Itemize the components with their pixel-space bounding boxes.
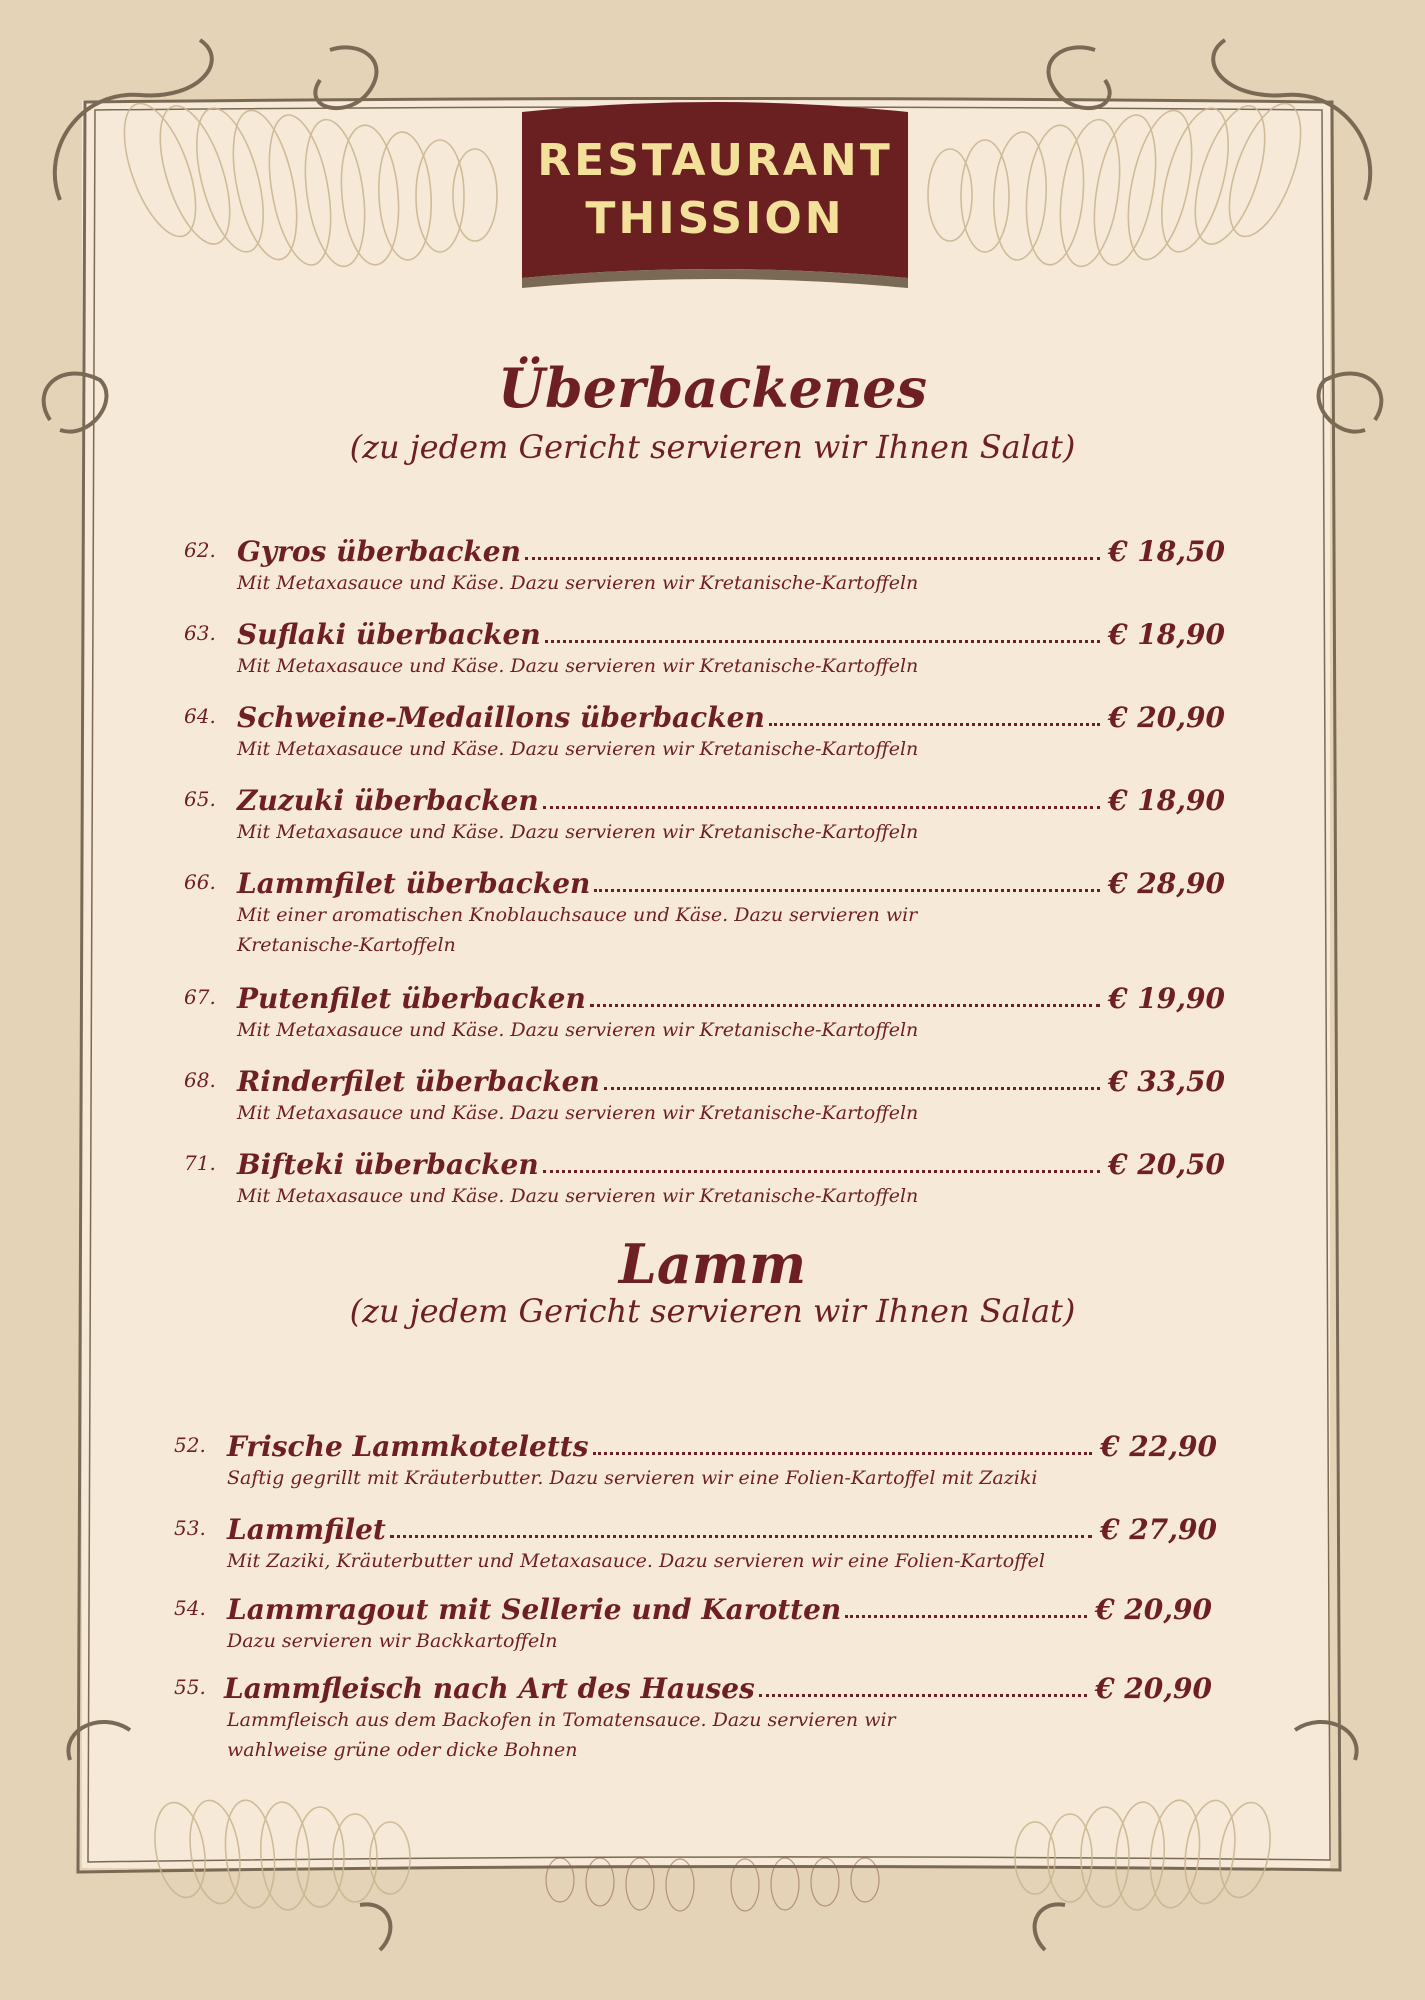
item-description: Mit Metaxasauce und Käse. Dazu servieren wir Kretanische-Kartoffeln	[237, 1019, 919, 1041]
item-name: Schweine-Medaillons überbacken	[237, 701, 765, 734]
item-price: € 20,50	[1108, 1148, 1225, 1181]
item-name: Frische Lammkoteletts	[227, 1430, 589, 1463]
item-name: Zuzuki überbacken	[237, 784, 539, 817]
item-number: 65.	[184, 787, 216, 811]
item-name: Bifteki überbacken	[237, 1148, 539, 1181]
item-price: € 18,50	[1108, 535, 1225, 568]
item-name: Lammragout mit Sellerie und Karotten	[227, 1593, 842, 1626]
item-description: Mit Metaxasauce und Käse. Dazu servieren wir Kretanische-Kartoffeln	[237, 655, 919, 677]
corner-swirl-bottom-right	[1015, 1797, 1277, 1911]
dot-leader	[593, 1452, 1093, 1455]
item-price: € 27,90	[1100, 1513, 1217, 1546]
item-description-line1: Mit einer aromatischen Knoblauchsauce und Käse. Dazu servieren wir	[237, 904, 918, 926]
item-name: Lammfleisch nach Art des Hauses	[224, 1672, 755, 1705]
item-number: 64.	[184, 704, 216, 728]
item-name: Gyros überbacken	[237, 535, 521, 568]
section-subtitle-lamm: (zu jedem Gericht servieren wir Ihnen Salat)	[349, 1292, 1076, 1330]
dot-leader	[390, 1535, 1092, 1538]
item-price: € 22,90	[1100, 1430, 1217, 1463]
item-price: € 18,90	[1108, 784, 1225, 817]
item-name: Lammfilet	[227, 1513, 386, 1546]
corner-swirl-top-left	[110, 95, 497, 271]
item-description-line2: wahlweise grüne oder dicke Bohnen	[227, 1739, 578, 1761]
dot-leader	[590, 1004, 1100, 1007]
item-description: Mit Metaxasauce und Käse. Dazu servieren wir Kretanische-Kartoffeln	[237, 1185, 919, 1207]
item-description: Mit Metaxasauce und Käse. Dazu servieren wir Kretanische-Kartoffeln	[237, 572, 919, 594]
item-number: 52.	[174, 1433, 206, 1457]
item-number: 54.	[174, 1596, 206, 1620]
item-price: € 20,90	[1095, 1672, 1212, 1705]
corner-swirl-bottom-left	[148, 1797, 410, 1911]
item-name: Putenfilet überbacken	[237, 982, 586, 1015]
item-number: 63.	[184, 621, 216, 645]
item-price: € 19,90	[1108, 982, 1225, 1015]
item-name: Suflaki überbacken	[237, 618, 541, 651]
item-description: Saftig gegrillt mit Kräuterbutter. Dazu servieren wir eine Folien-Kartoffel mit Zaziki	[227, 1467, 1038, 1489]
item-number: 53.	[174, 1516, 206, 1540]
item-price: € 33,50	[1108, 1065, 1225, 1098]
item-number: 66.	[184, 870, 216, 894]
dot-leader	[545, 640, 1100, 643]
restaurant-name-line2: THISSION	[585, 193, 845, 244]
item-description: Mit Metaxasauce und Käse. Dazu servieren wir Kretanische-Kartoffeln	[237, 738, 919, 760]
item-price: € 20,90	[1108, 701, 1225, 734]
item-description-line2: Kretanische-Kartoffeln	[237, 934, 456, 956]
item-number: 71.	[184, 1151, 216, 1175]
item-description-line1: Lammfleisch aus dem Backofen in Tomatensauce. Dazu servieren wir	[227, 1709, 896, 1731]
restaurant-name	[522, 132, 908, 248]
item-description: Mit Zaziki, Kräuterbutter und Metaxasauce. Dazu servieren wir eine Folien-Kartoffel	[227, 1550, 1045, 1572]
section-subtitle-ueberbackenes: (zu jedem Gericht servieren wir Ihnen Salat)	[349, 428, 1076, 466]
item-name: Rinderfilet überbacken	[237, 1065, 600, 1098]
item-description	[227, 1705, 896, 1765]
item-name: Lammfilet überbacken	[237, 867, 591, 900]
item-price: € 28,90	[1108, 867, 1225, 900]
item-description: Mit Metaxasauce und Käse. Dazu servieren wir Kretanische-Kartoffeln	[237, 1102, 919, 1124]
section-title-lamm: Lamm	[618, 1232, 807, 1296]
dot-leader	[604, 1087, 1100, 1090]
dot-leader	[769, 723, 1100, 726]
item-number: 67.	[184, 985, 216, 1009]
section-title-ueberbackenes: Überbackenes	[497, 356, 928, 420]
item-price: € 18,90	[1108, 618, 1225, 651]
dot-leader	[594, 889, 1100, 892]
dot-leader	[543, 1170, 1100, 1173]
dot-leader	[759, 1694, 1087, 1697]
corner-swirl-top-right	[928, 95, 1315, 271]
item-number: 68.	[184, 1068, 216, 1092]
dot-leader	[845, 1615, 1087, 1618]
item-number: 62.	[184, 538, 216, 562]
dot-leader	[543, 806, 1100, 809]
item-number: 55.	[174, 1675, 206, 1699]
restaurant-name-line1: RESTAURANT	[537, 135, 893, 186]
item-price: € 20,90	[1095, 1593, 1212, 1626]
item-description	[237, 900, 917, 960]
dot-leader	[525, 557, 1100, 560]
item-description: Dazu servieren wir Backkartoffeln	[227, 1630, 558, 1652]
item-description: Mit Metaxasauce und Käse. Dazu servieren wir Kretanische-Kartoffeln	[237, 821, 919, 843]
